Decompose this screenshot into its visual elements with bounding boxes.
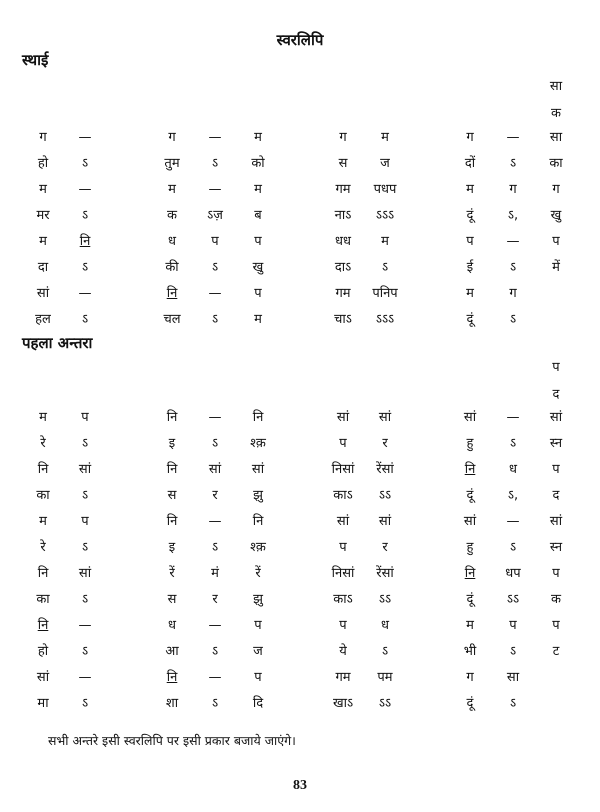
notation-cell: नि <box>166 410 178 425</box>
notation-cell: हो <box>37 156 49 171</box>
notation-cell: र <box>212 592 218 607</box>
notation-cell: ग <box>39 130 47 145</box>
pickup-row <box>0 383 600 407</box>
notation-cell: नाऽ <box>334 208 352 223</box>
notation-cell: ऽ <box>211 644 219 659</box>
notation-cell: ध <box>168 618 176 633</box>
notation-cell: — <box>506 514 520 529</box>
notation-cell: ऽऽ <box>506 592 520 607</box>
notation-cell: ऽ <box>211 156 219 171</box>
notation-cell: प <box>552 618 560 633</box>
notation-cell: गम <box>335 286 351 301</box>
notation-cell: ऽ <box>509 540 517 555</box>
notation-cell: नि <box>37 566 49 581</box>
notation-cell: प <box>254 670 262 685</box>
notation-cell: सां <box>336 410 350 425</box>
notation-cell: स <box>338 156 348 171</box>
notation-cell: म <box>39 410 47 425</box>
notation-row <box>0 562 600 586</box>
notation-cell: रे <box>40 540 46 555</box>
notation-cell: निसां <box>331 462 355 477</box>
notation-cell: रें <box>255 566 261 581</box>
notation-row <box>0 614 600 638</box>
notation-cell: दूं <box>466 592 474 607</box>
notation-cell: श्क़ <box>250 540 266 555</box>
notation-cell: म <box>168 182 176 197</box>
notation-cell: सां <box>251 462 265 477</box>
notation-cell: खु <box>252 260 264 275</box>
notation-cell: दूं <box>466 312 474 327</box>
notation-cell: प <box>552 462 560 477</box>
notation-cell: नि <box>166 514 178 529</box>
notation-cell: निसां <box>331 566 355 581</box>
notation-cell: झु <box>253 592 263 607</box>
notation-cell: ये <box>339 644 347 659</box>
notation-cell: दाऽ <box>334 260 352 275</box>
notation-cell: मा <box>37 696 49 711</box>
notation-cell: र <box>212 488 218 503</box>
notation-cell: दों <box>464 156 476 171</box>
notation-cell: धध <box>335 234 351 249</box>
notation-cell: हु <box>466 540 474 555</box>
notation-cell: दूं <box>466 696 474 711</box>
notation-cell: ऽ <box>211 540 219 555</box>
notation-cell: ध <box>381 618 389 633</box>
notation-cell: प <box>466 234 474 249</box>
notation-cell: प <box>254 618 262 633</box>
notation-cell: काऽ <box>333 488 353 503</box>
pickup-row <box>0 75 600 99</box>
notation-cell: प <box>254 286 262 301</box>
notation-cell: प <box>81 410 89 425</box>
notation-cell: क <box>551 592 561 607</box>
notation-row <box>0 640 600 664</box>
notation-cell: भी <box>463 644 477 659</box>
notation-cell: प <box>254 234 262 249</box>
notation-cell: म <box>466 182 474 197</box>
antara-heading: पहला अन्तरा <box>22 334 93 352</box>
notation-cell: पधप <box>373 182 397 197</box>
notation-cell: रेंसां <box>376 462 394 477</box>
notation-cell: ऽ <box>211 260 219 275</box>
notation-cell: द <box>552 387 560 402</box>
notation-cell: ऽऽ <box>378 592 392 607</box>
notation-cell: हल <box>35 312 51 327</box>
notation-cell: खाऽ <box>332 696 354 711</box>
notation-cell: म <box>254 182 262 197</box>
notation-cell: सां <box>463 514 477 529</box>
notation-cell: — <box>208 670 222 685</box>
notation-cell: ऽ <box>211 312 219 327</box>
notation-cell: शा <box>165 696 179 711</box>
notation-cell: ग <box>466 670 474 685</box>
notation-cell: ऽ <box>81 488 89 503</box>
notation-cell: ऽ <box>81 260 89 275</box>
notation-cell: ऽ <box>509 436 517 451</box>
notation-cell: नि <box>79 234 91 249</box>
notation-cell: ऽ <box>509 644 517 659</box>
notation-cell: सां <box>78 566 92 581</box>
notation-cell: प <box>339 540 347 555</box>
notation-cell: म <box>466 618 474 633</box>
notation-cell: सां <box>549 410 563 425</box>
notation-cell: म <box>381 234 389 249</box>
notation-cell: में <box>552 260 560 275</box>
notation-cell: ऽज़ <box>207 208 223 223</box>
notation-cell: धप <box>505 566 521 581</box>
notation-cell: — <box>78 182 92 197</box>
notation-cell: — <box>208 182 222 197</box>
notation-cell: पनिप <box>372 286 398 301</box>
notation-cell: सा <box>506 670 520 685</box>
notation-cell: — <box>78 618 92 633</box>
notation-cell: सां <box>336 514 350 529</box>
notation-row <box>0 152 600 176</box>
notation-row <box>0 536 600 560</box>
notation-cell: ज <box>253 644 263 659</box>
notation-cell: तुम <box>164 156 180 171</box>
notation-cell: ऽ <box>211 696 219 711</box>
notation-row <box>0 432 600 456</box>
notation-cell: की <box>165 260 179 275</box>
notation-cell: नि <box>464 566 476 581</box>
notation-cell: ब <box>254 208 262 223</box>
notation-cell: — <box>208 514 222 529</box>
notation-cell: — <box>506 130 520 145</box>
notation-cell: ऽ <box>81 208 89 223</box>
notation-cell: ऽ <box>211 436 219 451</box>
notation-cell: ऽ, <box>507 488 519 503</box>
notation-cell: ऽ <box>81 312 89 327</box>
notation-cell: ग <box>466 130 474 145</box>
sthayi-heading: स्थाई <box>22 51 49 69</box>
notation-cell: ऽ <box>509 312 517 327</box>
notation-row <box>0 282 600 306</box>
notation-row <box>0 588 600 612</box>
notation-cell: ट <box>552 644 560 659</box>
notation-row <box>0 666 600 690</box>
notation-cell: — <box>78 130 92 145</box>
notation-row <box>0 126 600 150</box>
notation-cell: दा <box>37 260 49 275</box>
notation-cell: गम <box>335 670 351 685</box>
notation-cell: नि <box>166 670 178 685</box>
notation-row <box>0 308 600 332</box>
notation-cell: नि <box>37 462 49 477</box>
notation-cell: म <box>254 312 262 327</box>
notation-cell: ऽ <box>81 696 89 711</box>
notation-cell: सां <box>36 670 50 685</box>
notation-cell: स्न <box>549 540 563 555</box>
notation-cell: ऽ <box>381 644 389 659</box>
notation-cell: नि <box>252 514 264 529</box>
notation-cell: सां <box>208 462 222 477</box>
notation-cell: ऽ <box>81 644 89 659</box>
notation-cell: — <box>208 410 222 425</box>
notation-cell: — <box>506 410 520 425</box>
notation-row <box>0 484 600 508</box>
notation-cell: प <box>211 234 219 249</box>
notation-cell: ऽऽऽ <box>375 208 395 223</box>
notation-cell: नि <box>37 618 49 633</box>
notation-cell: सा <box>549 130 563 145</box>
notation-cell: प <box>339 618 347 633</box>
notation-cell: सां <box>378 410 392 425</box>
notation-cell: ग <box>168 130 176 145</box>
notation-cell: ऽ <box>81 436 89 451</box>
notation-row <box>0 230 600 254</box>
notation-row <box>0 256 600 280</box>
notation-cell: ऽ <box>509 260 517 275</box>
pickup-row <box>0 102 600 126</box>
notation-cell: गम <box>335 182 351 197</box>
notation-cell: ई <box>466 260 474 275</box>
notation-cell: झु <box>253 488 263 503</box>
notation-cell: सा <box>549 79 563 94</box>
notation-cell: — <box>208 286 222 301</box>
pickup-row <box>0 356 600 380</box>
notation-cell: ऽ <box>509 696 517 711</box>
notation-cell: सां <box>378 514 392 529</box>
notation-cell: ऽऽ <box>378 488 392 503</box>
notation-cell: दूं <box>466 208 474 223</box>
notation-row <box>0 510 600 534</box>
notation-cell: प <box>552 566 560 581</box>
notation-cell: ऽ <box>381 260 389 275</box>
notation-cell: ग <box>552 182 560 197</box>
notation-cell: हु <box>466 436 474 451</box>
notation-cell: मर <box>36 208 50 223</box>
notation-cell: म <box>39 514 47 529</box>
notation-cell: नि <box>166 462 178 477</box>
notation-cell: र <box>382 436 388 451</box>
notation-cell: प <box>552 234 560 249</box>
notation-cell: स्न <box>549 436 563 451</box>
notation-row <box>0 692 600 716</box>
footer-note: सभी अन्तरे इसी स्वरलिपि पर इसी प्रकार बजाये जाएंगे। <box>48 733 296 748</box>
notation-cell: का <box>36 488 50 503</box>
notation-row <box>0 458 600 482</box>
notation-cell: दि <box>252 696 264 711</box>
notation-cell: ग <box>509 286 517 301</box>
notation-cell: स <box>167 488 177 503</box>
notation-cell: इ <box>168 436 176 451</box>
notation-cell: सां <box>463 410 477 425</box>
notation-cell: नि <box>464 462 476 477</box>
notation-cell: ऽ, <box>507 208 519 223</box>
notation-cell: को <box>251 156 265 171</box>
notation-cell: का <box>36 592 50 607</box>
notation-cell: प <box>509 618 517 633</box>
notation-cell: दूं <box>466 488 474 503</box>
notation-cell: चल <box>163 312 181 327</box>
notation-cell: सां <box>36 286 50 301</box>
notation-cell: — <box>78 286 92 301</box>
notation-cell: नि <box>252 410 264 425</box>
notation-cell: आ <box>165 644 179 659</box>
notation-cell: — <box>208 130 222 145</box>
notation-cell: ज <box>380 156 390 171</box>
page-title: स्वरलिपि <box>276 31 324 49</box>
notation-cell: — <box>506 234 520 249</box>
notation-cell: प <box>552 360 560 375</box>
notation-cell: ऽ <box>509 156 517 171</box>
notation-cell: नि <box>166 286 178 301</box>
notation-cell: क <box>551 106 561 121</box>
notation-cell: ऽऽऽ <box>375 312 395 327</box>
notation-cell: सां <box>549 514 563 529</box>
notation-cell: — <box>208 618 222 633</box>
notation-cell: पम <box>377 670 393 685</box>
notation-cell: म <box>466 286 474 301</box>
notation-cell: क <box>167 208 177 223</box>
notation-row <box>0 204 600 228</box>
notation-cell: सां <box>78 462 92 477</box>
notation-cell: इ <box>168 540 176 555</box>
notation-cell: का <box>549 156 563 171</box>
notation-row <box>0 406 600 430</box>
notation-cell: रें <box>169 566 175 581</box>
notation-cell: रे <box>40 436 46 451</box>
notation-row <box>0 178 600 202</box>
notation-cell: ग <box>339 130 347 145</box>
notation-cell: म <box>39 234 47 249</box>
notation-cell: प <box>81 514 89 529</box>
notation-cell: म <box>254 130 262 145</box>
notation-cell: ऽ <box>81 592 89 607</box>
notation-cell: ऽऽ <box>378 696 392 711</box>
notation-cell: खु <box>550 208 562 223</box>
notation-cell: ध <box>509 462 517 477</box>
notation-cell: ग <box>509 182 517 197</box>
notation-cell: — <box>78 670 92 685</box>
notation-cell: र <box>382 540 388 555</box>
notation-cell: ध <box>168 234 176 249</box>
notation-cell: मं <box>211 566 219 581</box>
notation-cell: काऽ <box>333 592 353 607</box>
notation-cell: म <box>39 182 47 197</box>
notation-cell: प <box>339 436 347 451</box>
notation-cell: ऽ <box>81 540 89 555</box>
notation-cell: चाऽ <box>334 312 352 327</box>
notation-cell: हो <box>37 644 49 659</box>
notation-cell: श्क़ <box>250 436 266 451</box>
notation-cell: म <box>381 130 389 145</box>
notation-cell: ऽ <box>81 156 89 171</box>
page-number: 83 <box>293 778 307 793</box>
notation-cell: द <box>552 488 560 503</box>
notation-cell: रेंसां <box>376 566 394 581</box>
notation-cell: स <box>167 592 177 607</box>
